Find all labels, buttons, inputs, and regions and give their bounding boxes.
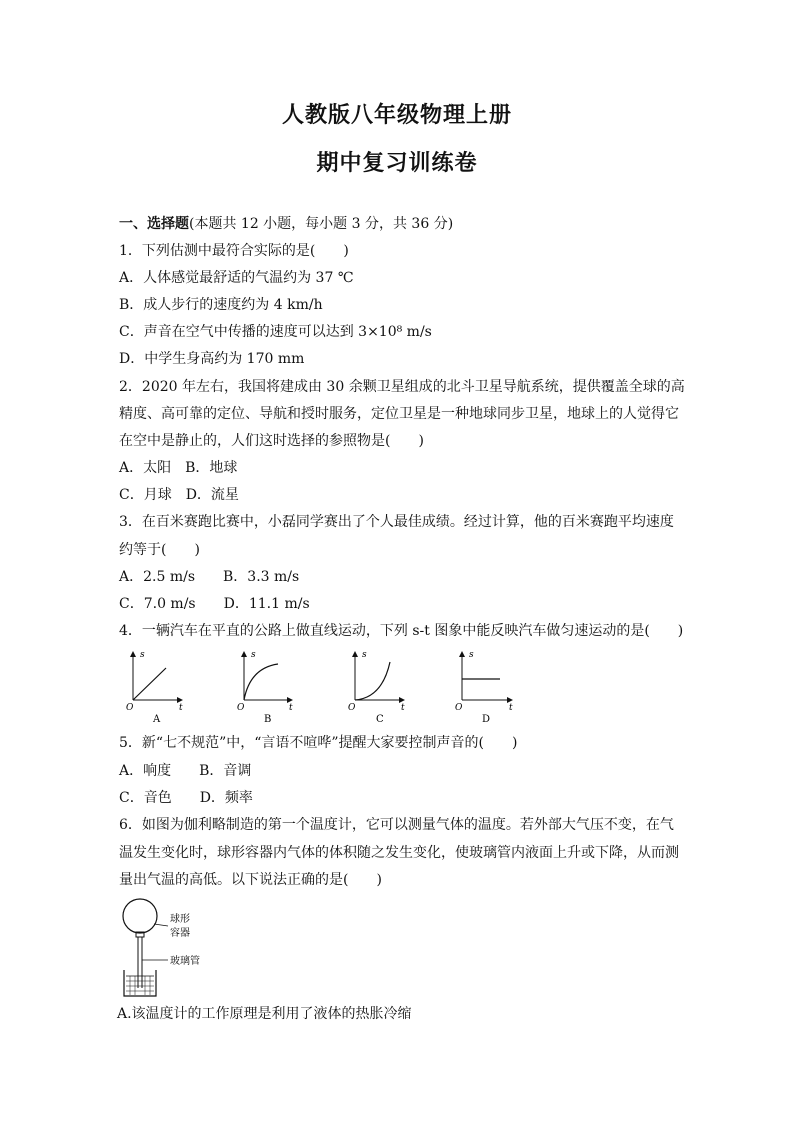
thermometer-figure [118, 896, 218, 1000]
question-6-line-1: 6．如图为伽利略制造的第一个温度计，它可以测量气体的温度。若外部大气压不变，在气 [119, 817, 674, 833]
exam-title: 人教版八年级物理上册 [281, 102, 512, 128]
q1-option-b: B．成人步行的速度约为 4 km/h [119, 297, 323, 313]
graph-a-t-label: t [179, 703, 183, 713]
graph-d-s-label: s [469, 650, 474, 660]
graph-a [126, 650, 183, 725]
q3-options-cd: C．7.0 m/s D．11.1 m/s [119, 596, 310, 612]
q5-options-ab: A．响度 B．音调 [119, 763, 252, 779]
graph-b-label: B [264, 714, 272, 725]
section-title: 一、选择题 [119, 216, 189, 232]
label-tube: 玻璃管 [170, 956, 200, 967]
graph-c-label: C [376, 714, 384, 725]
question-6-line-2: 温发生变化时，球形容器内气体的体积随之发生变化，使玻璃管内液面上升或下降，从而测 [119, 845, 679, 861]
graph-c-origin: O [348, 703, 356, 713]
graph-b-t-label: t [289, 703, 293, 713]
exam-subtitle: 期中复习训练卷 [316, 150, 478, 176]
question-3-line-2: 约等于( ) [119, 542, 200, 558]
question-3-line-1: 3．在百米赛跑比赛中，小磊同学赛出了个人最佳成绩。经过计算，他的百米赛跑平均速度 [119, 514, 674, 530]
question-2-line-2: 精度、高可靠的定位、导航和授时服务，定位卫星是一种地球同步卫星，地球上的人觉得它 [119, 406, 679, 422]
graph-a-origin: O [126, 703, 134, 713]
graph-d-label: D [482, 714, 491, 725]
section-heading [119, 214, 453, 234]
section-note: (本题共 12 小题，每小题 3 分，共 36 分) [189, 216, 454, 232]
q3-options-ab: A．2.5 m/s B．3.3 m/s [119, 569, 300, 585]
graph-c [348, 650, 405, 725]
graph-d [455, 650, 513, 725]
q6-option-a: A.该温度计的工作原理是利用了液体的热胀冷缩 [117, 1006, 412, 1022]
graph-c-t-label: t [401, 703, 405, 713]
question-2-line-3: 在空中是静止的，人们这时选择的参照物是( ) [119, 433, 424, 449]
graph-b-s-label: s [251, 650, 256, 660]
label-bulb-1: 球形 [170, 914, 190, 925]
q5-options-cd: C．音色 D．频率 [119, 790, 253, 806]
question-2-line-1: 2．2020 年左右，我国将建成由 30 余颗卫星组成的北斗卫星导航系统，提供覆盖全球的高 [119, 379, 685, 395]
graph-d-origin: O [455, 703, 463, 713]
q1-option-a: A．人体感觉最舒适的气温约为 37 ℃ [119, 270, 354, 286]
question-5: 5．新“七不规范”中，“言语不喧哗”提醒大家要控制声音的( ) [119, 735, 518, 751]
st-graphs-figure [120, 648, 540, 726]
graph-b [237, 650, 293, 725]
q2-options-cd: C．月球 D．流星 [119, 487, 239, 503]
graph-a-label: A [153, 714, 161, 725]
question-4: 4．一辆汽车在平直的公路上做直线运动，下列 s-t 图象中能反映汽车做匀速运动的是( ) [119, 623, 684, 639]
graph-b-origin: O [237, 703, 245, 713]
graph-c-s-label: s [362, 650, 367, 660]
question-1: 1．下列估测中最符合实际的是( ) [119, 243, 349, 259]
graph-a-s-label: s [140, 650, 145, 660]
label-bulb-2: 容器 [170, 928, 190, 939]
q1-option-c: C．声音在空气中传播的速度可以达到 3×10⁸ m/s [119, 324, 432, 340]
question-6-line-3: 量出气温的高低。以下说法正确的是( ) [119, 872, 382, 888]
graph-d-t-label: t [509, 703, 513, 713]
q1-option-d: D．中学生身高约为 170 mm [119, 351, 305, 367]
q2-options-ab: A．太阳 B．地球 [119, 460, 238, 476]
